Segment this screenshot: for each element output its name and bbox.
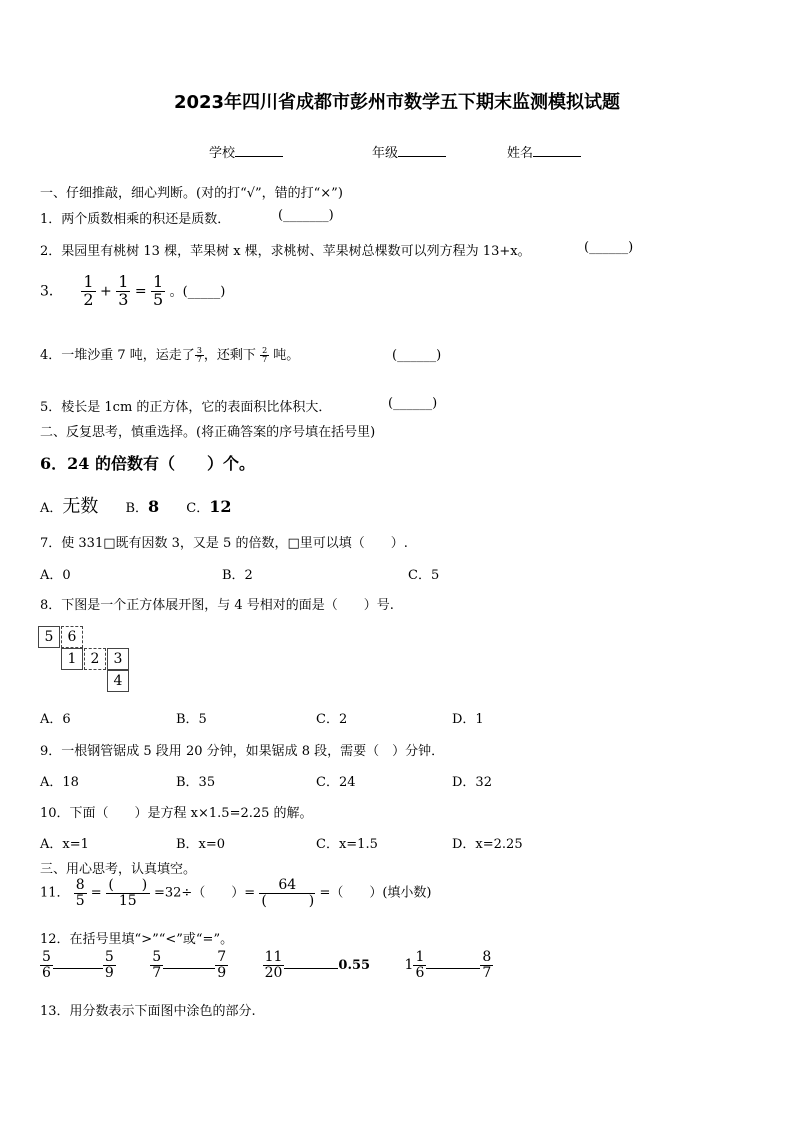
fraction: $\frac{11}{20}$ xyxy=(264,949,283,981)
compare-blank[interactable] xyxy=(426,956,480,969)
question-5-text: 5．棱长是 1cm 的正方体，它的表面积比体积大． xyxy=(40,400,332,415)
question-7-text: 7．使 331□既有因数 3，又是 5 的倍数，□里可以填（ ）. xyxy=(40,536,408,551)
fraction: $\frac{8}{7}$ xyxy=(482,949,492,981)
plus-sign: + xyxy=(100,283,112,300)
fraction-blank[interactable]: $\frac{( )}{15}$ xyxy=(106,878,150,908)
question-11-text[interactable]: =32÷（ ）= xyxy=(153,885,256,901)
question-11-num: 11． xyxy=(40,885,70,901)
option-a[interactable]: A．x=1 xyxy=(40,837,89,852)
option-d[interactable]: D．x=2.25 xyxy=(452,837,523,852)
question-12-comparisons xyxy=(40,950,493,980)
question-8-text: 8．下图是一个正方体展开图，与 4 号相对的面是（ ）号. xyxy=(40,598,394,613)
equals-sign: = xyxy=(90,885,102,901)
question-9-text: 9．一根钢管锯成 5 段用 20 分钟，如果锯成 8 段，需要（ ）分钟． xyxy=(40,744,445,759)
name-label: 姓名 xyxy=(507,146,534,161)
option-c[interactable]: 12 xyxy=(209,497,232,516)
equals-sign: = xyxy=(134,283,147,300)
question-12-text: 12．在括号里填“>”“<”或“=”。 xyxy=(40,932,234,947)
question-10-text: 10．下面（ ）是方程 x×1.5=2.25 的解。 xyxy=(40,806,313,821)
fraction: $\frac{7}{9}$ xyxy=(217,949,227,981)
option-c[interactable]: C．2 xyxy=(316,712,348,727)
option-a[interactable]: A．0 xyxy=(40,568,71,583)
section-1-heading: 一、仔细推敲，细心判断。(对的打“√”，错的打“×”) xyxy=(40,186,343,201)
fraction: $\frac{3}{7}$ xyxy=(196,345,202,364)
option-b[interactable]: B．35 xyxy=(176,775,216,790)
question-4-text: 4．一堆沙重 7 吨，运走了 xyxy=(40,348,195,363)
fraction: $\frac{1}{5}$ xyxy=(153,272,164,309)
section-2-heading: 二、反复思考，慎重选择。(将正确答案的序号填在括号里) xyxy=(40,425,376,440)
net-cell: 5 xyxy=(38,626,60,648)
question-1-answer[interactable]: (_______) xyxy=(278,208,334,223)
decimal-value: 0.55 xyxy=(338,958,371,974)
question-4-answer[interactable]: (______) xyxy=(392,348,442,363)
question-6-text: 6．24 的倍数有（ ）个。 xyxy=(40,454,255,473)
question-5-answer[interactable]: (______) xyxy=(388,396,438,411)
option-a-label: A． xyxy=(40,501,63,516)
question-11 xyxy=(40,878,432,908)
fraction: $\frac{5}{6}$ xyxy=(42,949,51,981)
fraction: $\frac{5}{9}$ xyxy=(104,949,114,981)
fraction: $\frac{2}{7}$ xyxy=(262,345,268,364)
net-cell: 4 xyxy=(107,670,129,692)
option-c-label: C． xyxy=(186,501,210,516)
question-1 xyxy=(40,208,230,227)
question-3-num: 3． xyxy=(40,283,63,300)
option-c[interactable]: C．24 xyxy=(316,775,356,790)
fraction: $\frac{1}{2}$ xyxy=(83,272,94,309)
name-field[interactable] xyxy=(507,142,581,161)
question-6-options xyxy=(40,492,232,518)
net-cell: 1 xyxy=(61,648,83,670)
question-13-text: 13．用分数表示下面图中涂色的部分. xyxy=(40,1004,256,1019)
question-3-answer[interactable]: 。(_____) xyxy=(169,284,226,300)
compare-blank[interactable] xyxy=(53,956,103,969)
question-4-text: ，还剩下 xyxy=(203,348,256,363)
grade-field[interactable] xyxy=(372,142,446,161)
option-b-label: B． xyxy=(125,501,149,516)
net-cell: 2 xyxy=(84,648,106,670)
fraction: $\frac{1}{6}$ xyxy=(415,949,425,981)
net-cell: 6 xyxy=(61,626,83,648)
option-d[interactable]: D．1 xyxy=(452,712,484,727)
school-label: 学校 xyxy=(209,146,236,161)
question-11-answer[interactable]: =（ ）(填小数) xyxy=(319,885,432,901)
fraction: $\frac{5}{7}$ xyxy=(152,949,162,981)
question-1-text: 1．两个质数相乘的积还是质数． xyxy=(40,212,231,227)
question-4-text: 吨。 xyxy=(273,348,300,363)
option-b[interactable]: B．x=0 xyxy=(176,837,226,852)
option-c[interactable]: C．5 xyxy=(408,568,440,583)
option-a[interactable]: A．18 xyxy=(40,775,79,790)
net-cell: 3 xyxy=(107,648,129,670)
grade-label: 年级 xyxy=(372,146,399,161)
fraction: $\frac{8}{5}$ xyxy=(75,877,85,909)
option-b[interactable]: B．5 xyxy=(176,712,207,727)
page-title: 2023年四川省成都市彭州市数学五下期末监测模拟试题 xyxy=(173,92,621,113)
fraction-blank[interactable]: $\frac{64}{( )}$ xyxy=(261,877,315,909)
question-2-answer[interactable]: (______) xyxy=(584,240,634,255)
compare-blank[interactable] xyxy=(284,956,338,969)
option-d[interactable]: D．32 xyxy=(452,775,492,790)
question-3 xyxy=(40,274,225,309)
option-a[interactable]: A．6 xyxy=(40,712,71,727)
option-a[interactable]: 无数 xyxy=(62,496,99,517)
option-b[interactable]: B．2 xyxy=(222,568,253,583)
section-3-heading: 三、用心思考，认真填空。 xyxy=(40,862,197,877)
question-4 xyxy=(40,344,299,364)
option-c[interactable]: C．x=1.5 xyxy=(316,837,378,852)
mixed-whole: 1 xyxy=(404,957,414,974)
school-field[interactable] xyxy=(209,142,283,161)
question-2-text: 2．果园里有桃树 13 棵，苹果树 x 棵，求桃树、苹果树总棵数可以列方程为 13+x。 xyxy=(40,244,531,259)
compare-blank[interactable] xyxy=(163,956,215,969)
option-b[interactable]: 8 xyxy=(148,497,160,516)
fraction: $\frac{1}{3}$ xyxy=(118,272,129,309)
